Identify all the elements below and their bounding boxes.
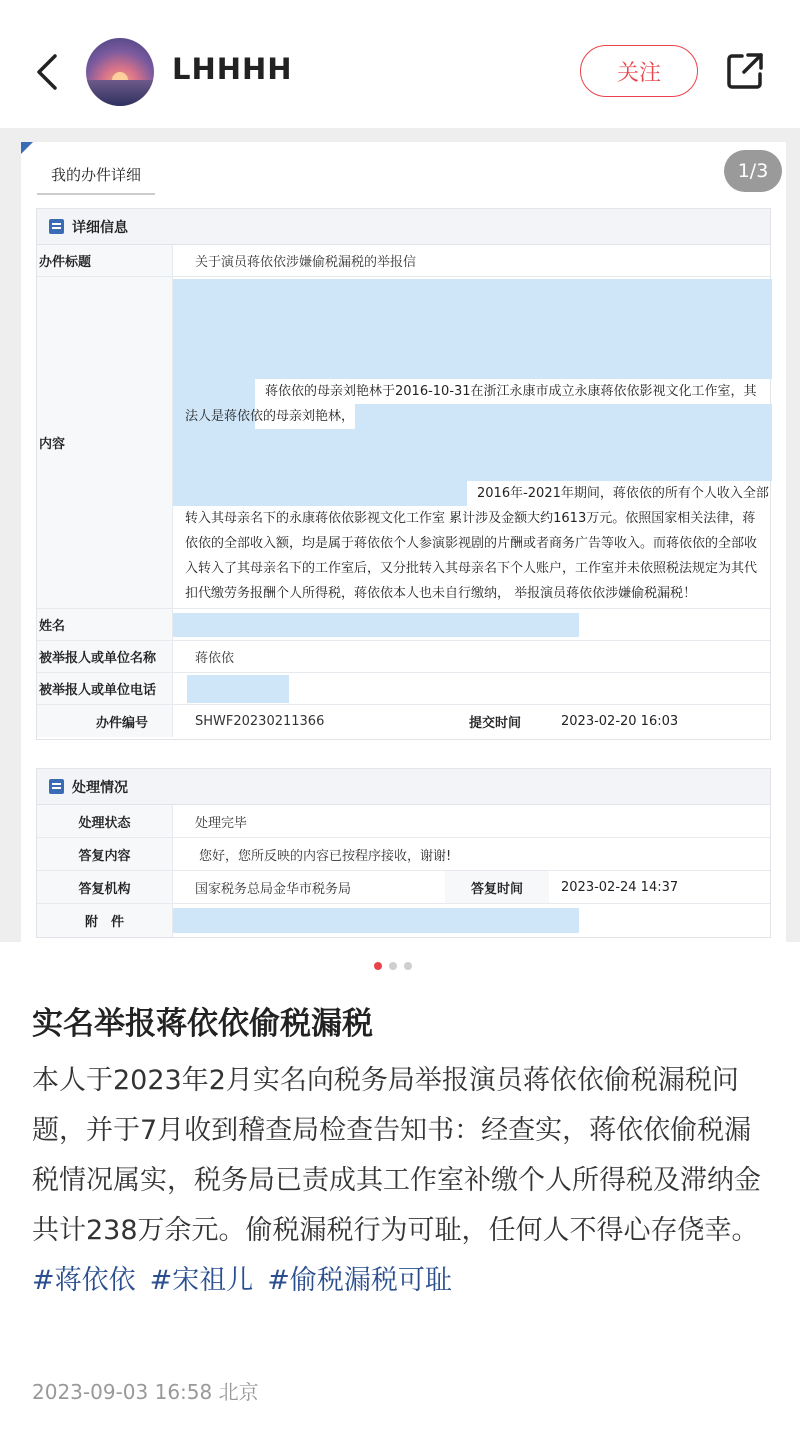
reply-row [37, 838, 770, 871]
attachment-label: 附 件 [37, 904, 173, 937]
content-line-7: 扣代缴劳务报酬个人所得税，蒋依依本人也未自行缴纳， 举报演员蒋依依涉嫌偷税漏税！ [185, 586, 697, 601]
content-line-2: 法人是蒋依依的母亲刘艳林， [185, 409, 355, 424]
process-section [36, 768, 771, 938]
redaction-block [173, 279, 772, 379]
status-value: 处理完毕 [195, 815, 248, 831]
submit-time-value: 2023-02-20 16:03 [561, 713, 679, 729]
redaction-block [173, 481, 467, 506]
follow-button[interactable]: 关注 [580, 45, 698, 97]
redaction-block [355, 404, 772, 429]
image-carousel[interactable] [0, 128, 800, 942]
subject-row [37, 245, 770, 277]
carousel-dots [374, 962, 412, 970]
content-row [37, 277, 770, 609]
org-label: 答复机构 [37, 871, 173, 903]
status-row [37, 805, 770, 838]
reply-time-value: 2023-02-24 14:37 [561, 879, 679, 895]
reported-phone-label: 被举报人或单位电话 [37, 673, 173, 704]
detail-section [36, 208, 771, 740]
reply-label: 答复内容 [37, 838, 173, 870]
share-external-icon[interactable] [724, 50, 766, 92]
reported-value: 蒋依依 [195, 651, 235, 666]
post-timestamp-location: 2023-09-03 16:58 北京 [32, 1380, 259, 1404]
post-body [32, 1056, 772, 1306]
avatar-horizon [86, 80, 154, 106]
carousel-dot-3[interactable] [404, 962, 412, 970]
redaction-block [173, 613, 579, 637]
subject-label: 办件标题 [37, 245, 173, 276]
document-screenshot [21, 142, 786, 942]
reply-value: 您好，您所反映的内容已按程序接收，谢谢! [199, 848, 452, 864]
org-row [37, 871, 770, 904]
content-line-1: 蒋依依的母亲刘艳林于2016-10-31在浙江永康市成立永康蒋依依影视文化工作室，其 [265, 384, 757, 399]
case-no-value: SHWF20230211366 [195, 713, 325, 729]
hashtag-link[interactable]: #偷税漏税可耻 [267, 1265, 452, 1296]
reported-label: 被举报人或单位名称 [37, 641, 173, 672]
content-label: 内容 [37, 277, 173, 608]
reported-phone-row [37, 673, 770, 705]
detail-section-title: 详细信息 [72, 219, 128, 236]
detail-section-header [37, 209, 770, 245]
hashtag-link[interactable]: #宋祖儿 [149, 1265, 254, 1296]
content-line-6: 入转入了其母亲名下的工作室后，又分批转入其母亲名下个人账户，工作室并未依照税法规定为其代 [185, 561, 758, 576]
carousel-dot-1[interactable] [374, 962, 382, 970]
case-no-label: 办件编号 [37, 705, 173, 737]
content-line-3: 2016年-2021年期间，蒋依依的所有个人收入全部 [477, 486, 769, 501]
reported-row [37, 641, 770, 673]
corner-mark [21, 142, 33, 154]
name-label: 姓名 [37, 609, 173, 640]
status-label: 处理状态 [37, 805, 173, 837]
process-section-title: 处理情况 [72, 779, 128, 796]
org-value: 国家税务总局金华市税务局 [195, 881, 352, 897]
carousel-dot-2[interactable] [389, 962, 397, 970]
page-counter-badge: 1/3 [724, 150, 782, 192]
redaction-block [173, 908, 579, 933]
username[interactable]: LHHHH [172, 52, 293, 86]
content-line-5: 依依的全部收入额，均是属于蒋依依个人参演影视剧的片酬或者商务广告等收入。而蒋依依的全部收 [185, 536, 758, 551]
process-section-header [37, 769, 770, 805]
hashtag-link[interactable]: #蒋依依 [32, 1265, 136, 1296]
back-chevron-left-icon[interactable] [28, 48, 68, 96]
submit-time-label: 提交时间 [469, 715, 522, 731]
avatar[interactable] [86, 38, 154, 106]
reply-time-label: 答复时间 [445, 871, 549, 903]
top-bar [0, 0, 800, 128]
list-icon [49, 779, 64, 794]
post-title: 实名举报蒋依依偷税漏税 [32, 1006, 373, 1042]
case-row [37, 705, 770, 737]
page-tab: 我的办件详细 [37, 164, 155, 195]
content-line-4: 转入其母亲名下的永康蒋依依影视文化工作室 累计涉及金额大约1613万元。依照国家相关法律，蒋 [185, 511, 756, 526]
list-icon [49, 219, 64, 234]
redaction-block [173, 429, 772, 481]
subject-value: 关于演员蒋依依涉嫌偷税漏税的举报信 [195, 255, 417, 270]
attachment-row [37, 904, 770, 937]
redaction-block [187, 675, 289, 703]
name-row [37, 609, 770, 641]
post-body-text: 本人于2023年2月实名向税务局举报演员蒋依依偷税漏税问题，并于7月收到稽查局检查告知书：经查实，蒋依依偷税漏税情况属实，税务局已责成其工作室补缴个人所得税及滞纳金共计238万余元。偷税漏税行为可耻，任何人不得心存侥幸。 [32, 1065, 761, 1246]
